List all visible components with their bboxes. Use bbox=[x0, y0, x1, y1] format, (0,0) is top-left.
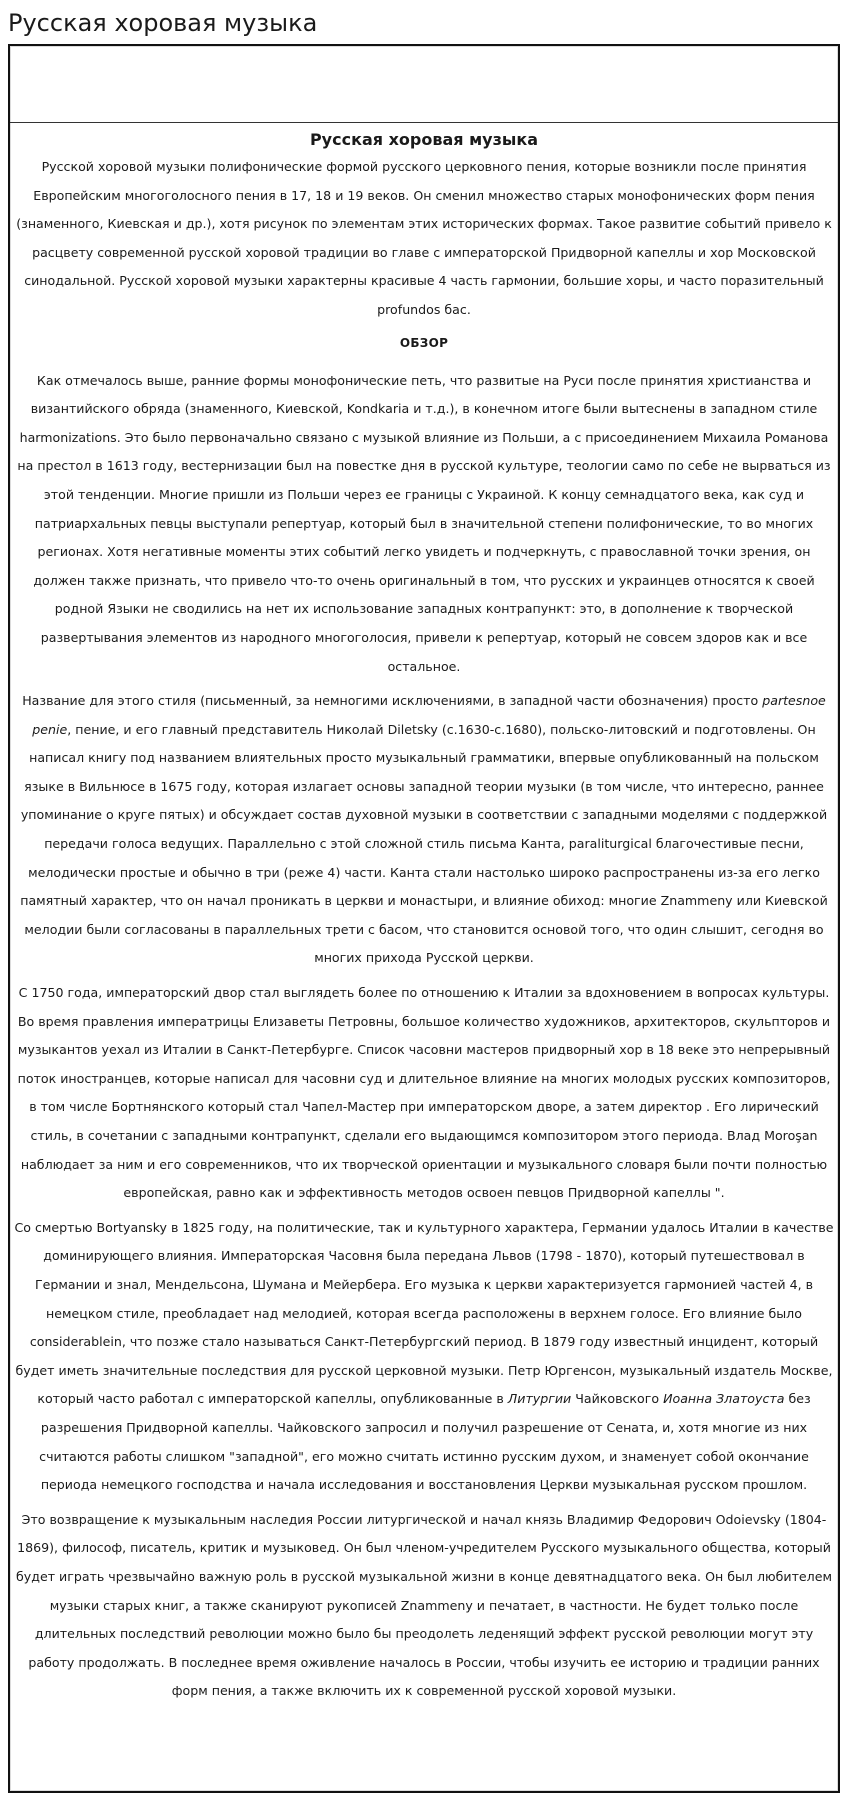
content-frame bbox=[8, 44, 840, 1793]
liturgy-title: Литургии bbox=[507, 1391, 572, 1407]
partesnoe-term: partesnoe penie bbox=[32, 693, 826, 737]
partesnoe-rest-text: , пение, и его главный представитель Николай Diletsky (c.1630-c.1680), польско-литовский и подготовлены. Он написал книгу под названием влиятельных просто музыкальный грамматики, впервые опубликованный на польском языке в Вильнюсе в 1675 году, которая излагает основы западной теории музыки (в том числе, что интересно, раннее упоминание о круге пятых) и обсуждает состав духовной музыки в соответствии с западными моделями с поддержкой передачи голоса ведущих. Параллельно с этой сложной стиль письма Канта, paraliturgical благочестивые песни, мелодически простые и обычно в три (реже 4) части. Канта стали настолько широко распространены из-за его легко памятный характер, что он начал проникать в церкви и монастыри, и влияние обиход: многие Znammeny или Киевской мелодии были согласованы в параллельных трети с басом, что становится основой того, что один слышит, сегодня во многих прихода Русской церкви. bbox=[20, 721, 828, 966]
chrysostom-title: Иоанна Златоуста bbox=[663, 1391, 785, 1407]
germany-lead-text: Со смертью Bortyansky в 1825 году, на политические, так и культурного характера, Германии удалось Италии в качестве доминирующего влияния. Императорская Часовня была передана Львов (1798 - 1870), который путешествовал в Германии и знал, Мендельсона, Шумана и Мейербера. Его музыка к церкви характеризуется гармонией частей 4, в немецком стиле, преобладает над мелодией, которая всегда расположены в верхнем голосе. Его влияние было considerablein, что позже стало называться Санкт-Петербургский период. В 1879 году известный инцидент, который будет иметь значительные последствия для русской церковной музыки. Петр Юргенсон, музыкальный издатель Москве, который часто работал с императорской капеллы, опубликованные в bbox=[14, 1219, 834, 1407]
article bbox=[10, 129, 838, 1706]
overview-heading: ОБЗОР bbox=[399, 335, 449, 350]
overview-paragraph: Как отмечалось выше, ранние формы монофонические петь, что развитые на Руси после принятия христианства и византийского обряда (знаменного, Киевской, Kondkaria и т.д.), в конечном итоге были вытеснены в западном стиле harmonizations. Это было первоначально связано с музыкой влияние из Польши, а с присоединением Михаила Романова на престол в 1613 году, вестернизации был на повестке дня в русской культуре, теологии само по себе не вырваться из этой тенденции. Многие пришли из Польши через ее границы с Украиной. К концу семнадцатого века, как суд и патриархальных певцы выступали репертуар, который был в значительной степени полифонические, то во многих регионах. Хотя негативные моменты этих событий легко увидеть и подчеркнуть, с православной точки зрения, он должен также признать, что привело что-то очень оригинальный в том, что русских и украинцев относятся к своей родной Языки не сводились на нет их использование западных контрапункт: это, в дополнение к творческой развертывания элементов из народного многоголосия, привели к репертуар, который не совсем здоров как и все остальное. bbox=[17, 372, 831, 674]
partesnoe-lead-text: Название для этого стиля (письменный, за немногими исключениями, в западной части обозначения) просто bbox=[22, 693, 763, 709]
partesnoe-paragraph bbox=[12, 687, 836, 973]
article-title: Русская хоровая музыка bbox=[309, 130, 539, 149]
germany-mid-text: Чайковского bbox=[571, 1391, 664, 1407]
germany-rest-text: без разрешения Придворной капеллы. Чайковского запросил и получил разрешение от Сената, и, хотя многие из них считаются работы слишком "западной", его можно считать истинно русским духом, и знаменует собой окончание периода немецкого господства и начала исследования и восстановления Церкви музыкальная русском прошлом. bbox=[39, 1391, 811, 1493]
italy-paragraph: С 1750 года, императорский двор стал выглядеть более по отношению к Италии за вдохновением в вопросах культуры. Во время правления императрицы Елизаветы Петровны, большое количество художников, архитекторов, скульпторов и музыкантов уехал из Италии в Санкт-Петербурге. Список часовни мастеров придворный хор в 18 веке это непрерывный поток иностранцев, которые написал для часовни суд и длительное влияние на многих молодых русских композиторов, в том числе Бортнянского который стал Чапел-Мастер при императорском дворе, а затем директор . Его лирический стиль, в сочетании с западными контрапункт, сделали его выдающимся композитором этого периода. Влад Moroşan наблюдает за ним и его современников, что их творческой ориентации и музыкального словаря были почти полностью европейская, равно как и эффективность методов освоен певцов Придворной капеллы ". bbox=[17, 985, 831, 1201]
return-paragraph: Это возвращение к музыкальным наследия России литургической и начал князь Владимир Федорович Odoievsky (1804-1869), философ, писатель, критик и музыковед. Он был членом-учредителем Русского музыкального общества, который будет играть чрезвычайно важную роль в русской музыкальной жизни в конце девятнадцатого века. Он был любителем музыки старых книг, а также сканируют рукописей Znammeny и печатает, в частности. Не будет только после длительных последствий революции можно было бы преодолеть леденящий эффект русской революции могут эту работу продолжать. В последнее время оживление началось в России, чтобы изучить ее историю и традиции ранних форм пения, а также включить их к современной русской хоровой музыки. bbox=[16, 1511, 832, 1699]
empty-header-area bbox=[10, 46, 838, 123]
page-title: Русская хоровая музыка bbox=[8, 9, 318, 37]
intro-paragraph: Русской хоровой музыки полифонические формой русского церковного пения, которые возникли после принятия Европейским многоголосного пения в 17, 18 и 19 веков. Он сменил множество старых монофонических форм пения (знаменного, Киевская и др.), хотя рисунок по элементам этих исторических формах. Такое развитие событий привело к расцвету современной русской хоровой традиции во главе с императорской Придворной капеллы и хор Московской синодальной. Русской хоровой музыки характерны красивые 4 часть гармонии, большие хоры, и часто поразительный profundos бас. bbox=[16, 159, 832, 317]
germany-paragraph bbox=[12, 1214, 836, 1500]
